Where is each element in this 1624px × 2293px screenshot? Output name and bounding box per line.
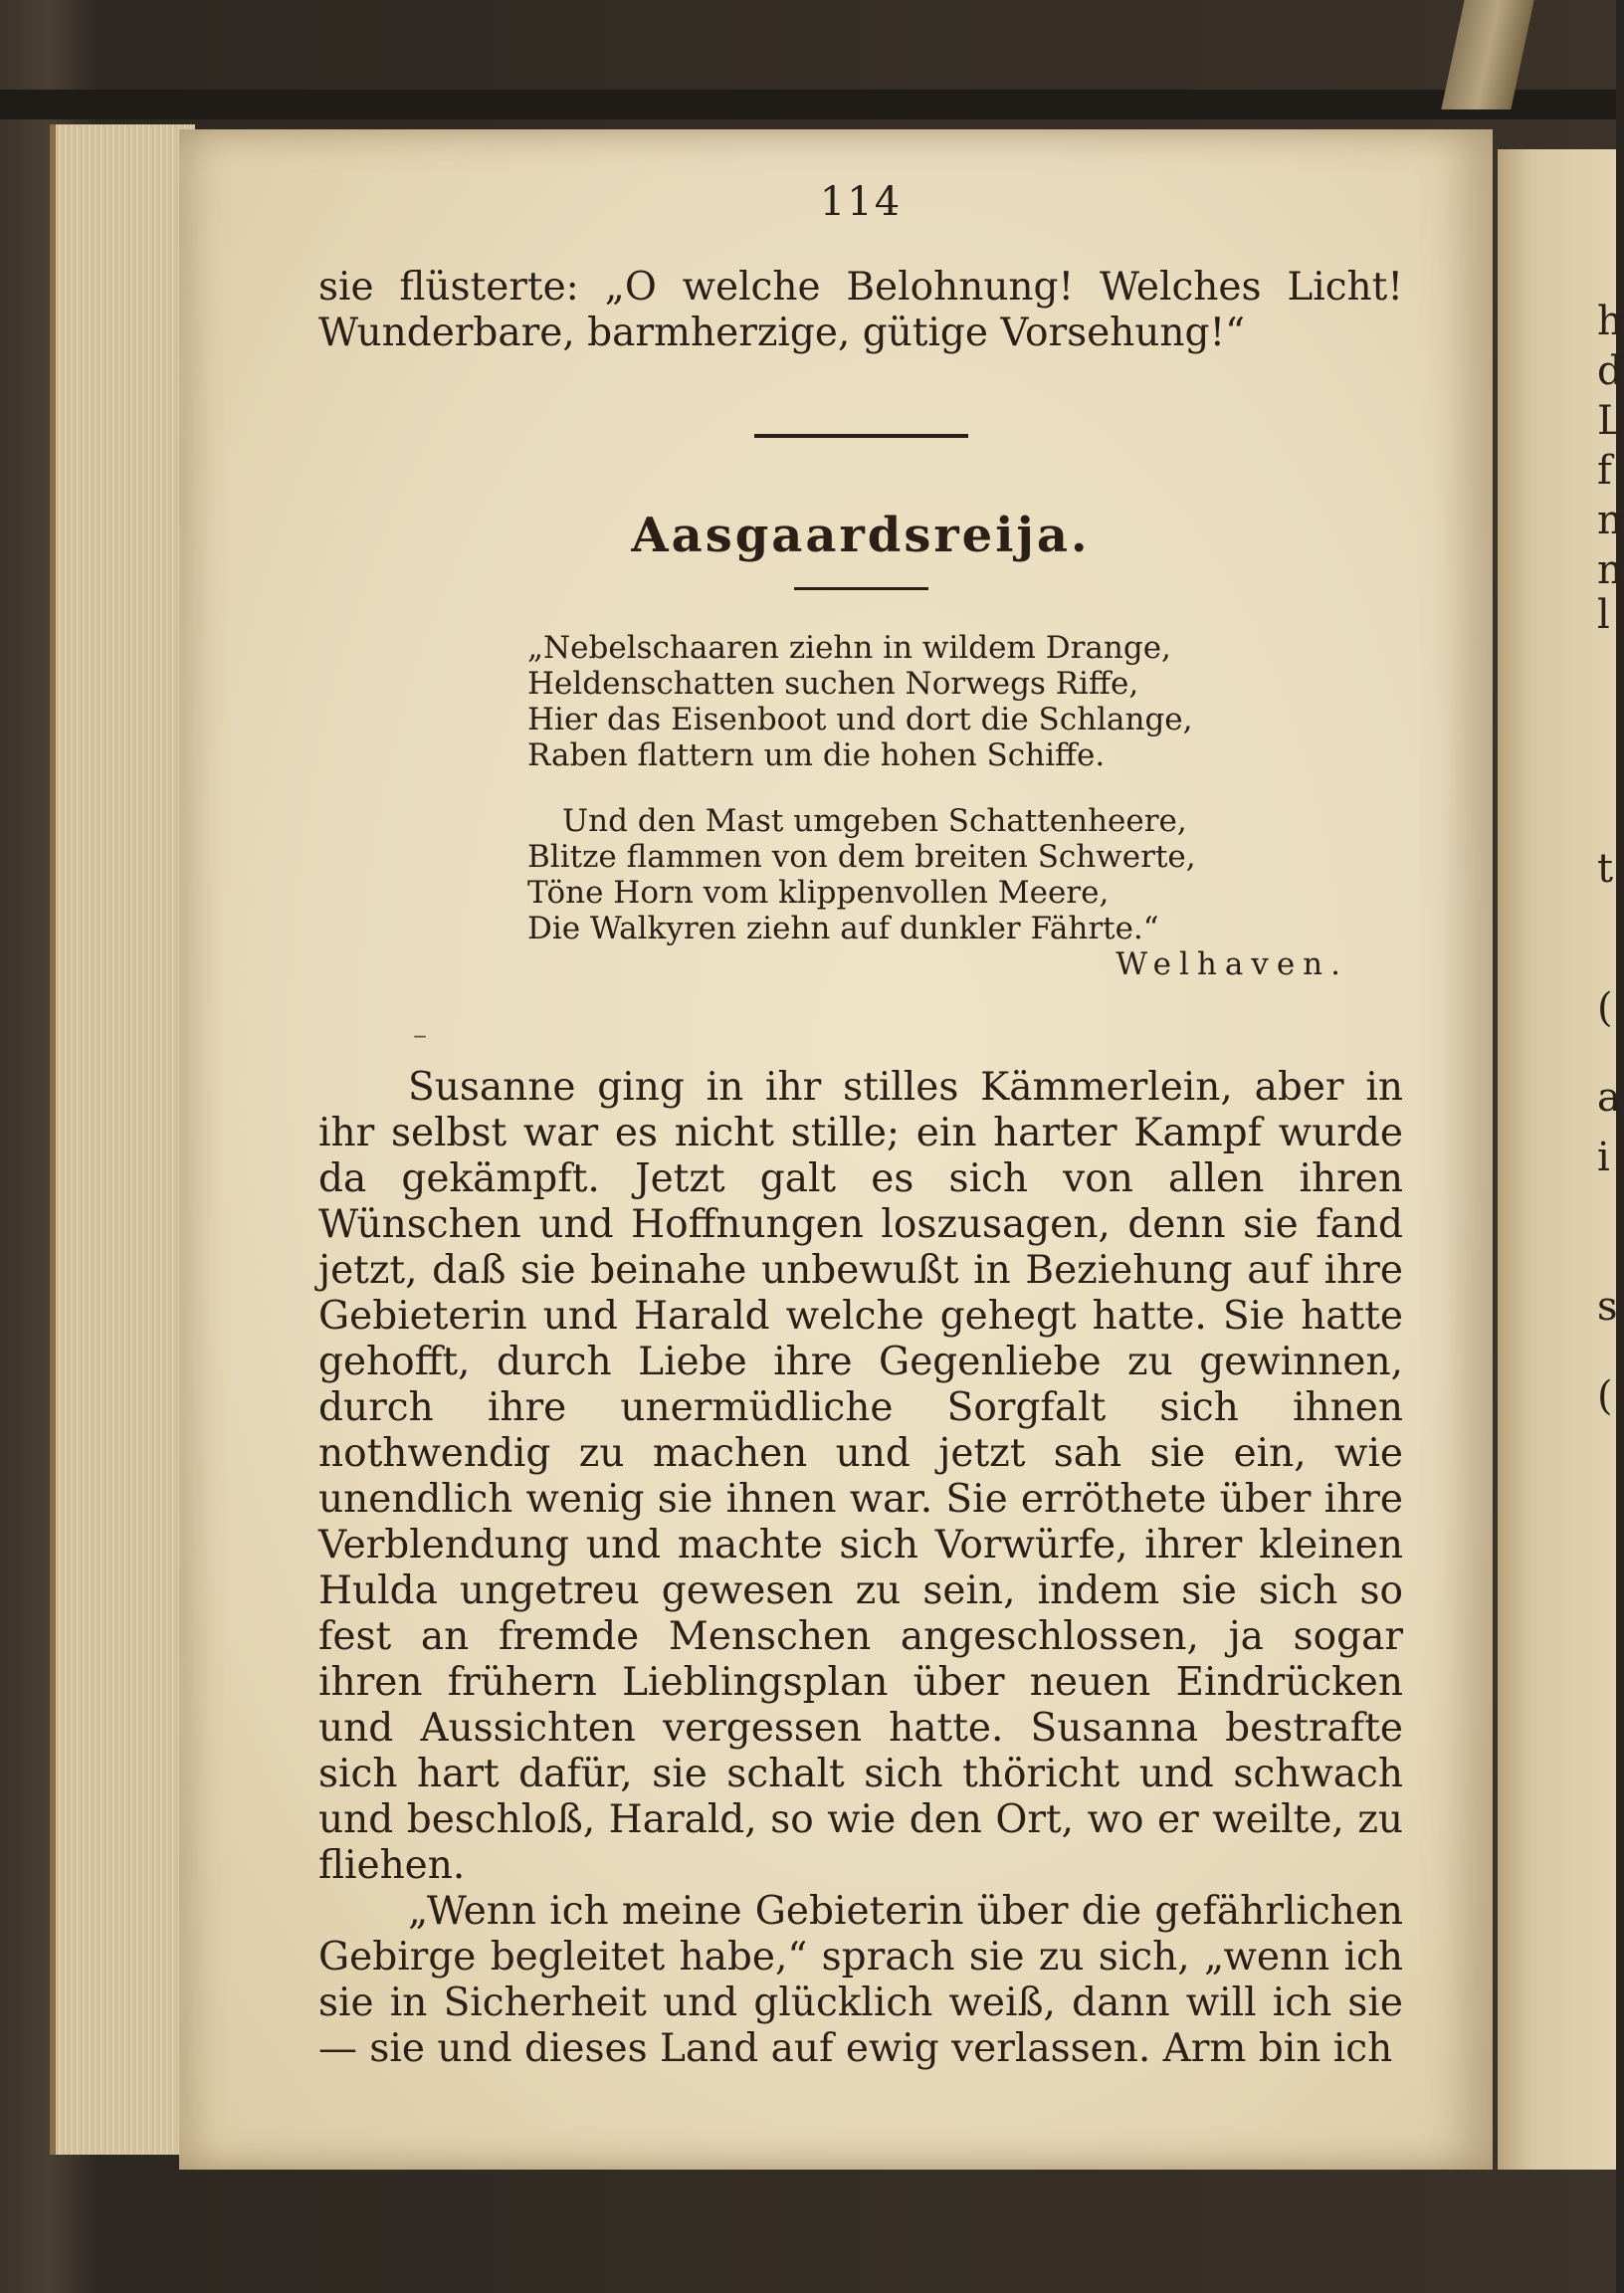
page-block-edges [50,124,195,2155]
body-paragraph: „Wenn ich meine Gebieterin über die gefährlichen Gebirge begleitet habe,“ sprach sie zu sich, „wenn ich sie in Sicherheit und glücklich weiß, dann will ich sie — sie und dieses Land auf ewig verlassen. Arm bin ich [318,1889,1403,2071]
right-page-fragment: h [1597,299,1623,344]
poem-line: Und den Mast umgeben Schattenheere, [562,803,1187,839]
section-title: Aasgaardsreija. [631,508,1091,563]
poem-line: „Nebelschaaren ziehn in wildem Drange, [527,630,1171,666]
body-paragraph: Susanne ging in ihr stilles Kämmerlein, aber in ihr selbst war es nicht stille; ein harter Kampf wurde da gekämpft. Jetzt galt es sich von allen ihren Wünschen und Hoffnungen loszusagen, denn sie fand jetzt, daß sie beinahe unbewußt in Beziehung auf ihre Gebieterin und Harald welche gehegt hatte. Sie hatte gehofft, durch Liebe ihre Gegenliebe zu gewinnen, durch ihre unermüdliche Sorgfalt sich ihnen nothwendig zu machen und jetzt sah sie ein, wie unendlich wenig sie ihnen war. Sie erröthete über ihre Verblendung und machte sich Vorwürfe, ihrer kleinen Hulda ungetreu gewesen zu sein, indem sie sich so fest an fremde Menschen angeschlossen, ja sogar ihren frühern Lieblingsplan über neuen Eindrücken und Aussichten vergessen hatte. Susanna bestrafte sich hart dafür, sie schalt sich thöricht und schwach und beschloß, Harald, so wie den Ort, wo er weilte, zu fliehen. [318,1065,1403,1888]
poem-author: Welhaven. [1116,946,1348,982]
right-page-fragment: t [1597,846,1614,892]
right-page-edge [1498,149,1624,2170]
book-cover-edge [0,90,1616,119]
poem-stanza [527,803,1403,946]
page-number: 114 [819,179,903,225]
poem-line: Heldenschatten suchen Norwegs Riffe, [527,666,1139,702]
poem-line: Raben flattern um die hohen Schiffe. [527,737,1106,773]
poem-stanza [527,630,1403,773]
right-page-fragment: ( [1597,1373,1613,1419]
poem-line: Blitze flammen von dem breiten Schwerte, [527,839,1196,875]
poem-quote [527,630,1403,946]
right-page-fragment: ( [1597,985,1613,1031]
right-page-fragment: s [1597,1284,1618,1330]
right-page-fragment: l [1597,592,1610,638]
right-page-fragment: a [1597,1075,1621,1121]
separator-mark: – [413,1018,427,1051]
right-page-fragment: L [1597,398,1624,444]
poem-line: Die Walkyren ziehn auf dunkler Fährte.“ [527,911,1159,946]
right-page-fragment: n [1597,547,1623,593]
poem-line: Töne Horn vom klippenvollen Meere, [527,875,1110,911]
title-underline [794,587,928,590]
right-page-fragment: i [1597,1135,1610,1180]
right-page-fragment: d [1597,348,1623,394]
section-divider [754,434,968,438]
right-page-fragment: f [1597,448,1612,494]
right-page-fragment: n [1597,498,1623,543]
body-text [318,1065,1403,2072]
page-content [318,169,1403,2072]
poem-line: Hier das Eisenboot und dort die Schlange, [527,702,1193,737]
opening-paragraph: sie flüsterte: „O welche Belohnung! Welches Licht! Wunderbare, barmherzige, gütige Vorsehung!“ [318,265,1403,355]
